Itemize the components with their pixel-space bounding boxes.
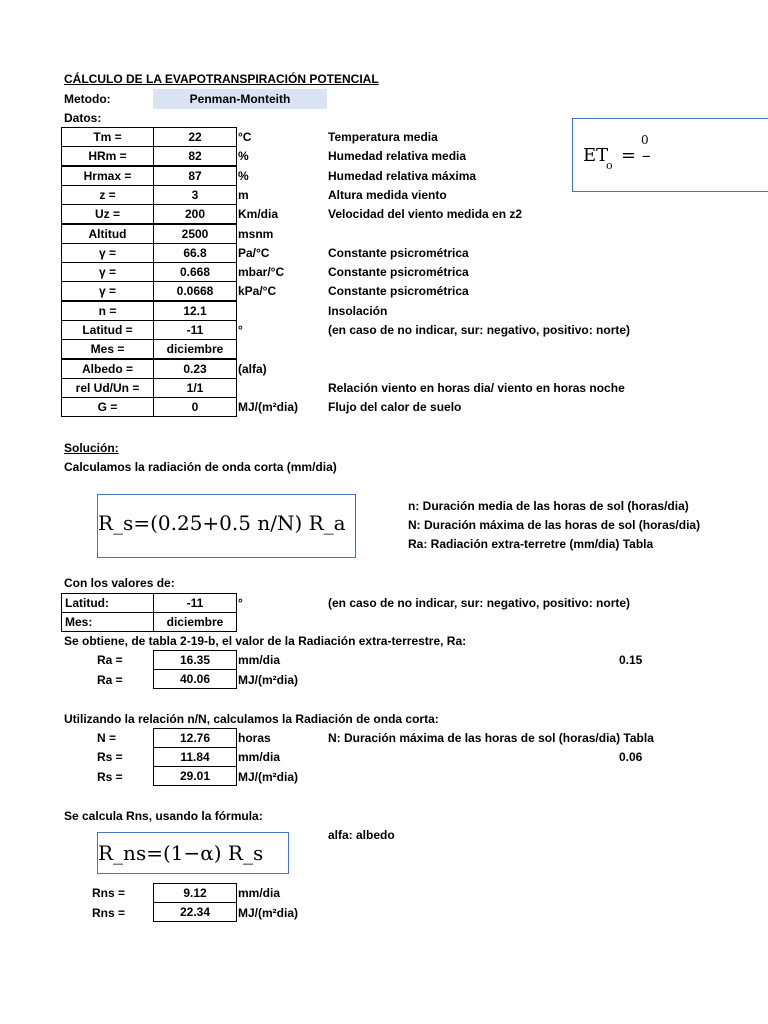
data-row-value[interactable]: diciembre [153, 339, 237, 359]
rs-value-2[interactable]: 29.01 [153, 766, 237, 786]
utilizando-text: Utilizando la relación n/N, calculamos la Radiación de onda corta: [64, 712, 439, 726]
mes-label-cell: Mes: [61, 612, 154, 632]
data-row-unit: msnm [238, 227, 274, 241]
ra-unit-2: MJ/(m²dia) [238, 673, 298, 687]
data-row-value[interactable]: 12.1 [153, 301, 237, 321]
rs-label-1: Rs = [97, 750, 123, 764]
data-row-unit: °C [238, 130, 252, 144]
data-row-unit: (alfa) [238, 362, 267, 376]
data-row-label: Albedo = [61, 359, 154, 379]
rs-note-n: n: Duración media de las horas de sol (horas/dia) [408, 499, 689, 513]
data-row-label: Hrmax = [61, 166, 154, 186]
rns-value-2[interactable]: 22.34 [153, 902, 237, 922]
rs-unit-2: MJ/(m²dia) [238, 770, 298, 784]
data-row-value[interactable]: -11 [153, 320, 237, 340]
data-row-value[interactable]: 0.668 [153, 262, 237, 282]
mes-value-cell[interactable]: diciembre [153, 612, 237, 632]
data-row-unit: % [238, 149, 249, 163]
data-row-value[interactable]: 22 [153, 127, 237, 147]
data-row-label: Mes = [61, 339, 154, 359]
data-row-desc: Humedad relativa máxima [328, 169, 477, 183]
n-label: N = [97, 731, 117, 745]
data-row-value[interactable]: 1/1 [153, 378, 237, 398]
lat-unit: ° [238, 596, 243, 610]
data-row-label: rel Ud/Un = [61, 378, 154, 398]
data-row-unit: Pa/°C [238, 246, 270, 260]
data-row-label: z = [61, 185, 154, 205]
rs-unit-1: mm/dia [238, 750, 281, 764]
n-side-value: 0.06 [619, 750, 643, 764]
ra-value-2[interactable]: 40.06 [153, 669, 237, 689]
ra-unit-1: mm/dia [238, 653, 281, 667]
n-unit: horas [238, 731, 271, 745]
ra-value-1[interactable]: 16.35 [153, 650, 237, 670]
alfa-note: alfa: albedo [328, 828, 395, 842]
data-row-desc: Constante psicrométrica [328, 246, 469, 260]
data-row-value[interactable]: 0 [153, 397, 237, 417]
rns-label-2: Rns = [92, 906, 126, 920]
data-row-value[interactable]: 87 [153, 166, 237, 186]
eto-formula-image [572, 118, 768, 192]
data-row-unit: kPa/°C [238, 284, 277, 298]
data-row-desc: Flujo del calor de suelo [328, 400, 462, 414]
data-row-label: G = [61, 397, 154, 417]
data-row-value[interactable]: 3 [153, 185, 237, 205]
con-valores-text: Con los valores de: [64, 576, 175, 590]
data-row-unit: ° [238, 323, 243, 337]
rs-note-ra: Ra: Radiación extra-terretre (mm/dia) Tabla [408, 537, 654, 551]
data-row-value[interactable]: 2500 [153, 224, 237, 244]
data-row-label: γ = [61, 243, 154, 263]
data-row-label: HRm = [61, 146, 154, 166]
calc-rs-text: Calculamos la radiación de onda corta (mm/dia) [64, 460, 337, 474]
page-title: CÁLCULO DE LA EVAPOTRANSPIRACIÓN POTENCIAL [64, 72, 379, 86]
data-row-desc: Altura medida viento [328, 188, 447, 202]
data-row-value[interactable]: 66.8 [153, 243, 237, 263]
data-row-unit: MJ/(m²dia) [238, 400, 298, 414]
ra-label-1: Ra = [97, 653, 123, 667]
calc-rns-text: Se calcula Rns, usando la fórmula: [64, 809, 263, 823]
eto-symbol: ET [583, 145, 609, 166]
lat-desc: (en caso de no indicar, sur: negativo, positivo: norte) [328, 596, 631, 610]
data-row-unit: % [238, 169, 249, 183]
lat-label-cell: Latitud: [61, 593, 154, 613]
data-row-desc: Constante psicrométrica [328, 265, 469, 279]
n-desc: N: Duración máxima de las horas de sol (horas/dia) Tabla [328, 731, 654, 745]
data-row-desc: Relación viento en horas dia/ viento en horas noche [328, 381, 625, 395]
data-row-value[interactable]: 82 [153, 146, 237, 166]
data-row-label: n = [61, 301, 154, 321]
data-row-desc: Temperatura media [328, 130, 438, 144]
rs-value-1[interactable]: 11.84 [153, 747, 237, 767]
rns-value-1[interactable]: 9.12 [153, 883, 237, 903]
data-row-label: Altitud [61, 224, 154, 244]
data-row-value[interactable]: 200 [153, 204, 237, 224]
formula-rns: R_ns=(1−α) R_s [98, 841, 264, 865]
data-row-value[interactable]: 0.23 [153, 359, 237, 379]
rs-note-N: N: Duración máxima de las horas de sol (horas/dia) [408, 518, 701, 532]
data-row-unit: m [238, 188, 249, 202]
lat-value-cell[interactable]: -11 [153, 593, 237, 613]
data-row-unit: mbar/°C [238, 265, 285, 279]
formula-rns-box [97, 832, 289, 874]
data-row-label: Uz = [61, 204, 154, 224]
data-row-unit: Km/dia [238, 207, 279, 221]
solucion-heading: Solución: [64, 441, 119, 455]
rns-unit-2: MJ/(m²dia) [238, 906, 298, 920]
eto-subscript: o [606, 159, 613, 172]
ra-label-2: Ra = [97, 673, 123, 687]
data-row-label: Tm = [61, 127, 154, 147]
n-value[interactable]: 12.76 [153, 728, 237, 748]
data-row-label: γ = [61, 262, 154, 282]
method-label: Metodo: [64, 92, 111, 106]
data-row-desc: Humedad relativa media [328, 149, 467, 163]
data-row-desc: Velocidad del viento medida en z2 [328, 207, 523, 221]
ra-side-value: 0.15 [619, 653, 643, 667]
data-row-label: γ = [61, 281, 154, 301]
data-row-value[interactable]: 0.0668 [153, 281, 237, 301]
obtiene-text: Se obtiene, de tabla 2-19-b, el valor de la Radiación extra-terrestre, Ra: [64, 634, 467, 648]
data-row-desc: Constante psicrométrica [328, 284, 469, 298]
rns-unit-1: mm/dia [238, 886, 281, 900]
data-row-label: Latitud = [61, 320, 154, 340]
formula-rs: R_s=(0.25+0.5 n/N) R_a [98, 511, 346, 535]
eto-numerator: 0 [641, 133, 649, 147]
datos-label: Datos: [64, 111, 102, 125]
data-row-desc: (en caso de no indicar, sur: negativo, positivo: norte) [328, 323, 631, 337]
rns-label-1: Rns = [92, 886, 126, 900]
rs-label-2: Rs = [97, 770, 123, 784]
data-row-desc: Insolación [328, 304, 388, 318]
method-value[interactable]: Penman-Monteith [153, 89, 327, 109]
formula-rs-box [97, 494, 356, 558]
eto-equals: = – [621, 145, 651, 166]
